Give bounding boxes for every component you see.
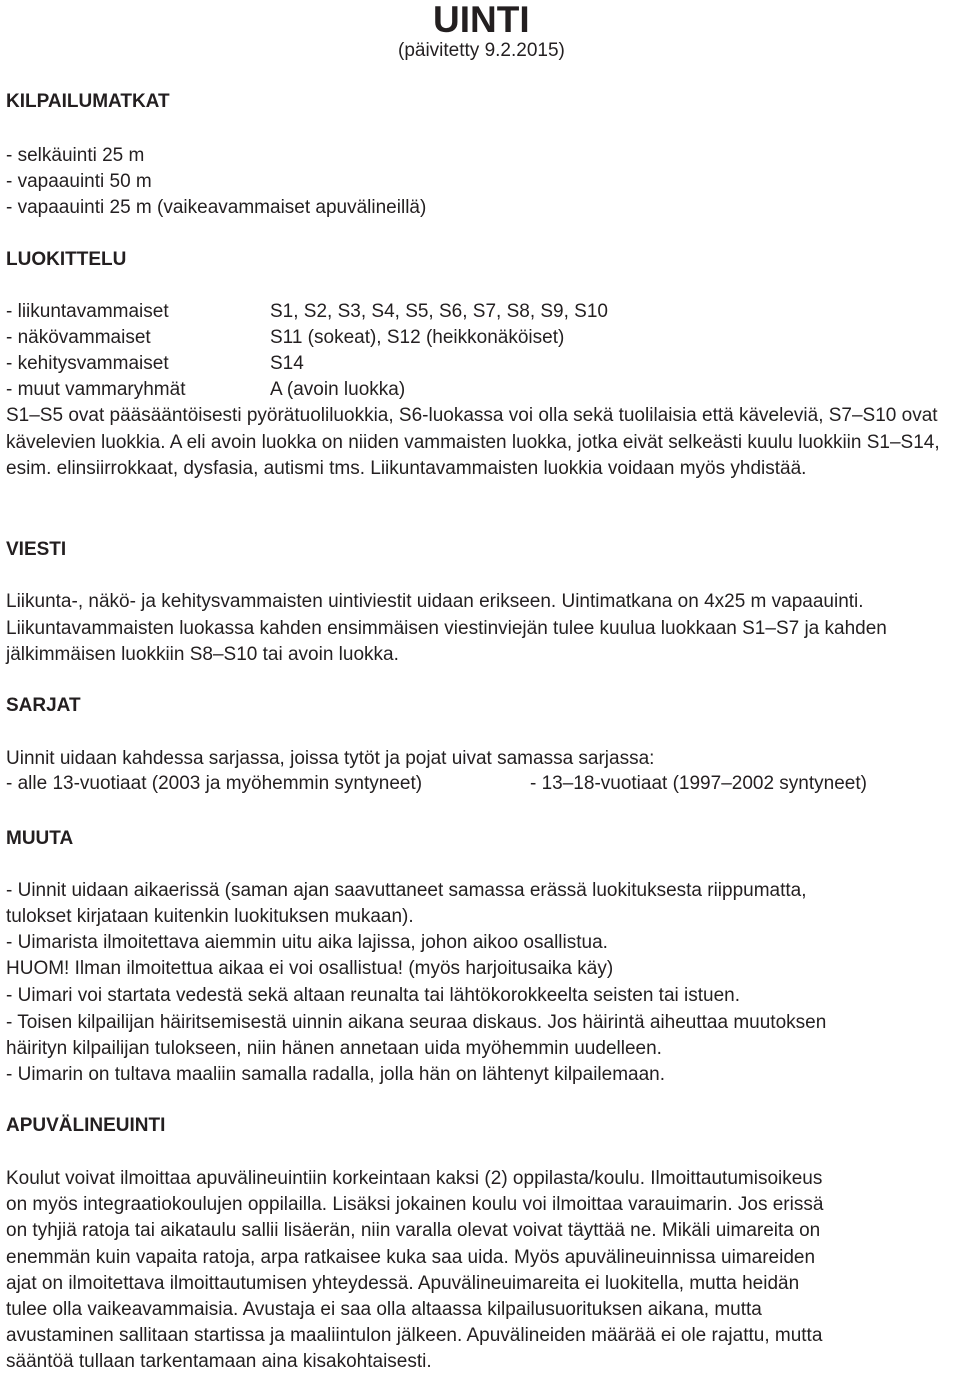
classification-value: S11 (sokeat), S12 (heikkonäköiset)	[270, 327, 565, 348]
heading-muuta: MUUTA	[6, 828, 74, 849]
distance-item: - vapaauinti 50 m	[6, 171, 152, 192]
classification-label: - näkövammaiset	[6, 327, 151, 348]
series-13-18: - 13–18-vuotiaat (1997–2002 syntyneet)	[530, 773, 867, 794]
aid-swimming-line: on myös integraatiokoulujen oppilailla. Lisäksi jokainen koulu voi ilmoittaa varauimarin. Jos erissä	[6, 1194, 824, 1215]
classification-value: A (avoin luokka)	[270, 379, 406, 400]
series-under-13: - alle 13-vuotiaat (2003 ja myöhemmin syntyneet)	[6, 773, 423, 794]
aid-swimming-line: sääntöä tullaan tarkentamaan aina kisakohtaisesti.	[6, 1351, 432, 1372]
aid-swimming-line: Koulut voivat ilmoittaa apuvälineuintiin korkeintaan kaksi (2) oppilasta/koulu. Ilmoittautumisoikeus	[6, 1168, 823, 1189]
document-title: UINTI	[433, 0, 530, 40]
classification-label: - muut vammaryhmät	[6, 379, 186, 400]
aid-swimming-line: avustaminen sallitaan startissa ja maaliintulon jälkeen. Apuvälineiden määrää ei ole rajattu, mutta	[6, 1325, 823, 1346]
rules-line: - Uimarista ilmoitettava aiemmin uitu aika lajissa, johon aikoo osallistua.	[6, 932, 608, 953]
classification-label: - liikuntavammaiset	[6, 301, 169, 322]
distance-item: - vapaauinti 25 m (vaikeavammaiset apuvälineillä)	[6, 197, 427, 218]
heading-kilpailumatkat: KILPAILUMATKAT	[6, 91, 170, 112]
aid-swimming-line: on tyhjiä ratoja tai aikataulu sallii lisäerän, niin varalla olevat voivat täyttää ne. Mikäli uimareita on	[6, 1220, 821, 1241]
classification-label: - kehitysvammaiset	[6, 353, 169, 374]
rules-line: - Toisen kilpailijan häiritsemisestä uinnin aikana seuraa diskaus. Jos häirintä aiheuttaa muutoksen	[6, 1012, 827, 1033]
classification-value: S1, S2, S3, S4, S5, S6, S7, S8, S9, S10	[270, 301, 608, 322]
aid-swimming-line: enemmän kuin vapaita ratoja, arpa ratkaisee kuka saa uida. Myös apuvälineuinnissa uimareiden	[6, 1247, 816, 1268]
rules-line: - Uimarin on tultava maaliin samalla radalla, jolla hän on lähtenyt kilpailemaan.	[6, 1064, 666, 1085]
heading-luokittelu: LUOKITTELU	[6, 249, 127, 270]
aid-swimming-line: tulee olla vaikeavammaisia. Avustaja ei saa olla altaassa kilpailusuorituksen aikana, mutta	[6, 1299, 762, 1320]
rules-line: HUOM! Ilman ilmoitettua aikaa ei voi osallistua! (myös harjoitusaika käy)	[6, 958, 614, 979]
update-date: (päivitetty 9.2.2015)	[398, 40, 565, 61]
rules-line: häirityn kilpailijan tulokseen, niin hänen annetaan uida myöhemmin uudelleen.	[6, 1038, 662, 1059]
heading-apuvalineuinti: APUVÄLINEUINTI	[6, 1115, 166, 1136]
distance-item: - selkäuinti 25 m	[6, 145, 145, 166]
heading-viesti: VIESTI	[6, 539, 67, 560]
rules-line: - Uinnit uidaan aikaerissä (saman ajan saavuttaneet samassa erässä luokituksesta riippumatta,	[6, 880, 807, 901]
rules-line: - Uimari voi startata vedestä sekä altaan reunalta tai lähtökorokkeelta seisten tai istuen.	[6, 985, 740, 1006]
rules-line: tulokset kirjataan kuitenkin luokituksen mukaan).	[6, 906, 414, 927]
series-intro: Uinnit uidaan kahdessa sarjassa, joissa tytöt ja pojat uivat samassa sarjassa:	[6, 748, 655, 769]
classification-description: S1–S5 ovat pääsääntöisesti pyörätuoliluokkia, S6-luokassa voi olla sekä tuolilaisia että käveleviä, S7–S10 ovat kävelevien luokkia. A eli avoin luokka on niiden vammaisten luokka, jotka eivät selkeästi kuulu luokkiin S1–S14, esim. elinsiirrokkaat, dysfasia, autismi tms. Liikuntavammaisten luokkia voidaan myös yhdistää.	[6, 405, 940, 479]
classification-value: S14	[270, 353, 304, 374]
aid-swimming-line: ajat on ilmoitettava ilmoittautumisen yhteydessä. Apuvälineuimareita ei luokitella, mutta heidän	[6, 1273, 800, 1294]
relay-description: Liikunta-, näkö- ja kehitysvammaisten uintiviestit uidaan erikseen. Uintimatkana on 4x25 m vapaauinti. Liikuntavammaisten luokassa kahden ensimmäisen viestinviejän tulee kuulua luokkaan S1–S7 ja kahden jälkimmäisen luokkiin S8–S10 tai avoin luokka.	[6, 591, 887, 665]
heading-sarjat: SARJAT	[6, 695, 81, 716]
